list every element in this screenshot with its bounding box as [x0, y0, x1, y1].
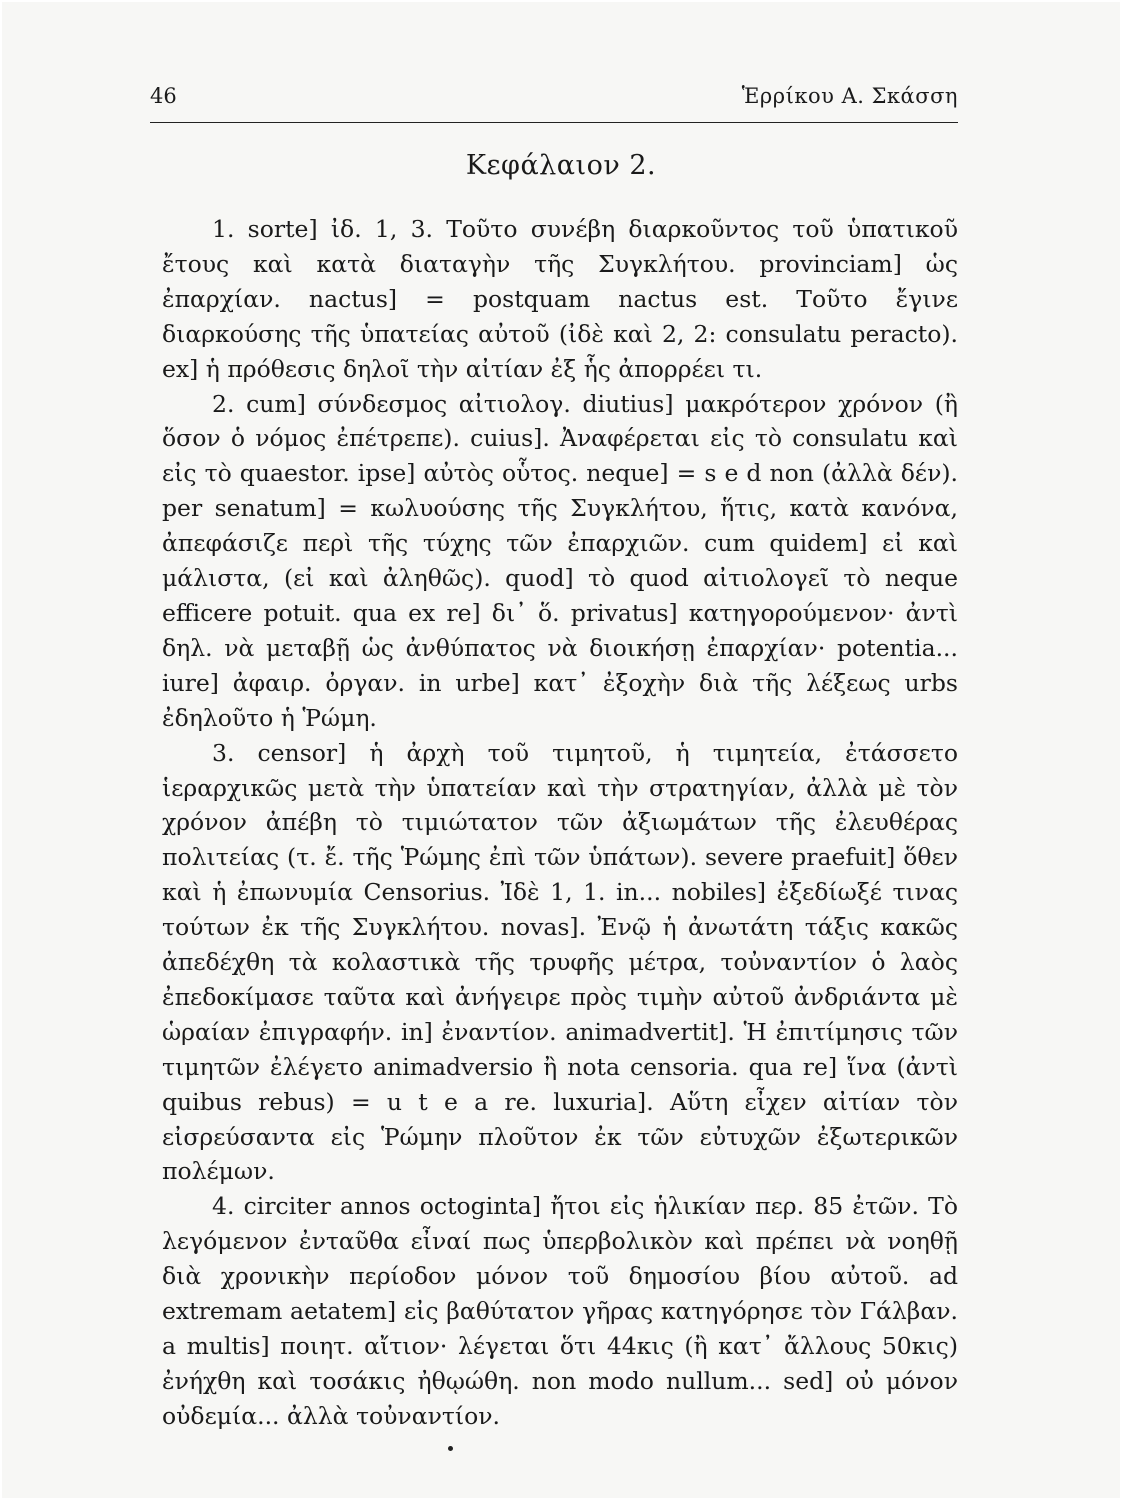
- commentary-paragraph-2: 2. cum] σύνδεσμος αἰτιολογ. diutius] μακρότερον χρόνον (ἢ ὅσον ὁ νόμος ἐπέτρεπε). cuius]. Ἀναφέρεται εἰς τὸ consulatu καὶ εἰς τὸ quaestor. ipse] αὐτὸς οὗτος. neque] = s e d non (ἀλλὰ δέν). per senatum] = κωλυούσης τῆς Συγκλήτου, ἥτις, κατὰ κανόνα, ἀπεφάσιζε περὶ τῆς τύχης τῶν ἐπαρχιῶν. cum quidem] εἰ καὶ μάλιστα, (εἰ καὶ ἀληθῶς). quod] τὸ quod αἰτιολογεῖ τὸ neque efficere potuit. qua ex re] δι᾽ ὅ. privatus] κατηγορούμενον· ἀντὶ δηλ. νὰ μεταβῇ ὡς ἀνθύπατος νὰ διοικήσῃ ἐπαρχίαν· potentia... iure] ἀφαιρ. ὀργαν. in urbe] κατ᾽ ἐξοχὴν διὰ τῆς λέξεως urbs ἐδηλοῦτο ἡ Ῥώμη.: [162, 389, 958, 732]
- commentary-paragraph-1: 1. sorte] ἰδ. 1, 3. Τοῦτο συνέβη διαρκοῦντος τοῦ ὑπατικοῦ ἔτους καὶ κατὰ διαταγὴν τῆς Συγκλήτου. provinciam] ὡς ἐπαρχίαν. nactus] = postquam nactus est. Τοῦτο ἔγινε διαρκούσης τῆς ὑπατείας αὐτοῦ (ἰδὲ καὶ 2, 2: consulatu peracto). ex] ἡ πρόθεσις δηλοῖ τὴν αἰτίαν ἐξ ἧς ἀπορρέει τι.: [162, 215, 958, 383]
- print-speck: [448, 1446, 453, 1451]
- header-rule: [150, 122, 958, 123]
- commentary-body: [162, 212, 958, 1434]
- page-header: [150, 84, 958, 124]
- running-head: Ἑρρίκου Α. Σκάσση: [741, 84, 958, 108]
- commentary-paragraph-4: 4. circiter annos octoginta] ἤτοι εἰς ἡλικίαν περ. 85 ἐτῶν. Τὸ λεγόμενον ἐνταῦθα εἶναί πως ὑπερβολικὸν καὶ πρέπει νὰ νοηθῇ διὰ χρονικὴν περίοδον μόνον τοῦ δημοσίου βίου αὐτοῦ. ad extremam aetatem] εἰς βαθύτατον γῆρας κατηγόρησε τὸν Γάλβαν. a multis] ποιητ. αἴτιον· λέγεται ὅτι 44κις (ἢ κατ᾽ ἄλλους 50κις) ἐνήχθη καὶ τοσάκις ἠθῳώθη. non modo nullum... sed] οὐ μόνον οὐδεμία... ἀλλὰ τοὐναντίον.: [162, 1192, 958, 1430]
- page-number: 46: [150, 84, 177, 108]
- chapter-title: Κεφάλαιον 2.: [465, 150, 657, 181]
- commentary-paragraph-3: 3. censor] ἡ ἀρχὴ τοῦ τιμητοῦ, ἡ τιμητεία, ἐτάσσετο ἱεραρχικῶς μετὰ τὴν ὑπατείαν καὶ τὴν στρατηγίαν, ἀλλὰ μὲ τὸν χρόνον ἀπέβη τὸ τιμιώτατον τῶν ἀξιωμάτων τῆς ἐλευθέρας πολιτείας (τ. ἔ. τῆς Ῥώμης ἐπὶ τῶν ὑπάτων). severe praefuit] ὅθεν καὶ ἡ ἐπωνυμία Censorius. Ἰδὲ 1, 1. in... nobiles] ἐξεδίωξέ τινας τούτων ἐκ τῆς Συγκλήτου. novas]. Ἐνῷ ἡ ἀνωτάτη τάξις κακῶς ἀπεδέχθη τὰ κολαστικὰ τῆς τρυφῆς μέτρα, τοὐναντίον ὁ λαὸς ἐπεδοκίμασε ταῦτα καὶ ἀνήγειρε πρὸς τιμὴν αὐτοῦ ἀνδριάντα μὲ ὡραίαν ἐπιγραφήν. in] ἐναντίον. animadvertit]. Ἡ ἐπιτίμησις τῶν τιμητῶν ἐλέγετο animadversio ἢ nota censoria. qua re] ἵνα (ἀντὶ quibus rebus) = u t e a re. luxuria]. Αὕτη εἶχεν αἰτίαν τὸν εἰσρεύσαντα εἰς Ῥώμην πλοῦτον ἐκ τῶν εὐτυχῶν ἐξωτερικῶν πολέμων.: [162, 738, 958, 1186]
